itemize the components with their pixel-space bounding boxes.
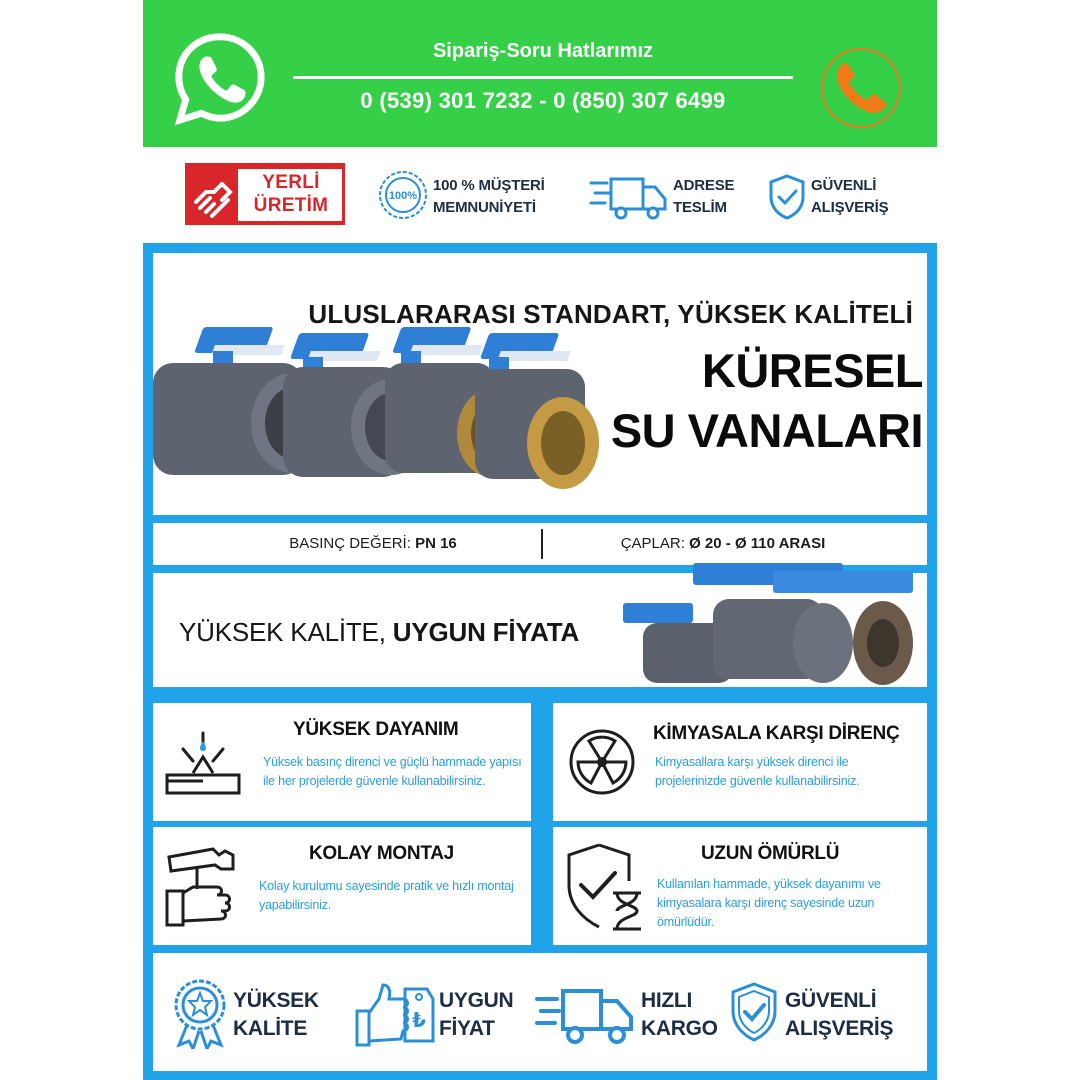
pressure-value: PN 16 <box>415 535 457 552</box>
feature-title: YÜKSEK DAYANIM <box>293 719 459 740</box>
header-bar <box>143 0 937 147</box>
musteri-line1: 100 % MÜŞTERİ <box>433 177 545 194</box>
promo-panel <box>153 573 927 687</box>
product-frame <box>143 243 937 1080</box>
feature-title: UZUN ÖMÜRLÜ <box>701 843 840 864</box>
feature-desc: Yüksek basınç direnci ve güçlü hammade yapısı ile her projelerde güvenle kullanabilirsiniz. <box>263 755 522 788</box>
feature-kimyasala-karsi-direnc <box>553 703 927 821</box>
feature-title: KOLAY MONTAJ <box>309 843 454 864</box>
pressure-spec <box>223 523 523 565</box>
adrese-line1: ADRESE <box>673 177 735 194</box>
guvenli-line1: GÜVENLİ <box>811 177 877 194</box>
feature-kolay-montaj <box>153 827 531 945</box>
trust-badges <box>143 147 937 243</box>
yerli-line1: YERLİ <box>262 172 320 193</box>
promo-text-strong: UYGUN FİYATA <box>392 617 580 647</box>
kalite-line2: KALİTE <box>233 1017 308 1040</box>
delivery-truck-icon <box>589 173 669 221</box>
adrese-line2: TESLİM <box>673 199 727 216</box>
badge-adrese-teslim <box>583 147 753 243</box>
hero-subtitle: ULUSLARARASI STANDART, YÜKSEK KALİTELİ <box>308 299 913 329</box>
badge-musteri-memnuniyeti <box>371 147 561 243</box>
header-divider <box>293 76 793 79</box>
fiyat-line1: UYGUN <box>439 989 514 1012</box>
kargo-line2: KARGO <box>641 1017 718 1040</box>
handshake-icon <box>192 172 234 218</box>
feature-desc: Kimyasallara karşı yüksek direnci ile projelerinizde güvenle kullanabilirsiniz. <box>655 755 860 788</box>
fiyat-line2: FİYAT <box>439 1017 495 1040</box>
phone-icon[interactable] <box>819 46 903 130</box>
price-tag-symbol: ₺ <box>412 1008 426 1032</box>
promo-text-normal: YÜKSEK KALİTE, <box>179 617 386 647</box>
hero-panel <box>153 253 927 515</box>
header-title: Sipariş-Soru Hatlarımız <box>432 40 654 62</box>
guvenli-bottom-line1: GÜVENLİ <box>785 989 877 1012</box>
guvenli-line2: ALIŞVERİŞ <box>811 199 889 216</box>
shield-check-icon <box>767 173 807 221</box>
promo-valves-image <box>623 559 923 689</box>
badge-yerli-uretim <box>143 147 353 243</box>
guvenli-bottom-line2: ALIŞVERİŞ <box>785 1017 894 1040</box>
fast-cargo-truck-icon <box>535 985 635 1045</box>
feature-title: KİMYASALA KARŞI DİRENÇ <box>653 723 900 744</box>
secure-shopping-shield-icon <box>729 981 779 1043</box>
quality-award-icon <box>171 977 229 1049</box>
promo-text <box>179 617 579 648</box>
radiation-icon <box>567 727 637 797</box>
hero-title-line2: SU VANALARI <box>610 404 923 457</box>
shield-hourglass-icon <box>563 841 649 933</box>
pressure-label: BASINÇ DEĞERİ: <box>289 535 411 552</box>
badge-guvenli-alisveris <box>765 147 935 243</box>
phone-numbers[interactable]: 0 (539) 301 7232 - 0 (850) 307 6499 <box>360 88 726 113</box>
hero-title-line1: KÜRESEL <box>701 344 923 397</box>
kalite-line1: YÜKSEK <box>233 989 319 1012</box>
feature-desc: Kullanılan hammade, yüksek dayanımı ve kimyasalara karşı direnç sayesinde uzun ömürlüdür. <box>657 877 881 929</box>
whatsapp-icon[interactable] <box>171 28 269 128</box>
yerli-line2: ÜRETİM <box>253 195 329 216</box>
feature-yuksek-dayanim <box>153 703 531 821</box>
diameter-label: ÇAPLAR: <box>620 535 685 552</box>
price-thumbs-up-icon <box>353 979 435 1049</box>
impact-resistance-icon <box>163 727 243 799</box>
yerli-uretim-stamp <box>185 163 345 225</box>
feature-uzun-omurlu <box>553 827 927 945</box>
musteri-line2: MEMNUNİYETİ <box>433 199 536 216</box>
benefits-panel <box>153 953 927 1071</box>
spec-divider <box>541 529 543 559</box>
satisfaction-seal-icon <box>377 169 429 221</box>
kargo-line1: HIZLI <box>641 989 692 1012</box>
page <box>143 0 937 1080</box>
feature-desc: Kolay kurulumu sayesinde pratik ve hızlı montaj yapabilirsiniz. <box>259 879 514 912</box>
diameter-value: Ø 20 - Ø 110 ARASI <box>689 535 826 552</box>
hammer-hand-icon <box>163 845 243 929</box>
seal-text: 100% <box>388 190 418 202</box>
